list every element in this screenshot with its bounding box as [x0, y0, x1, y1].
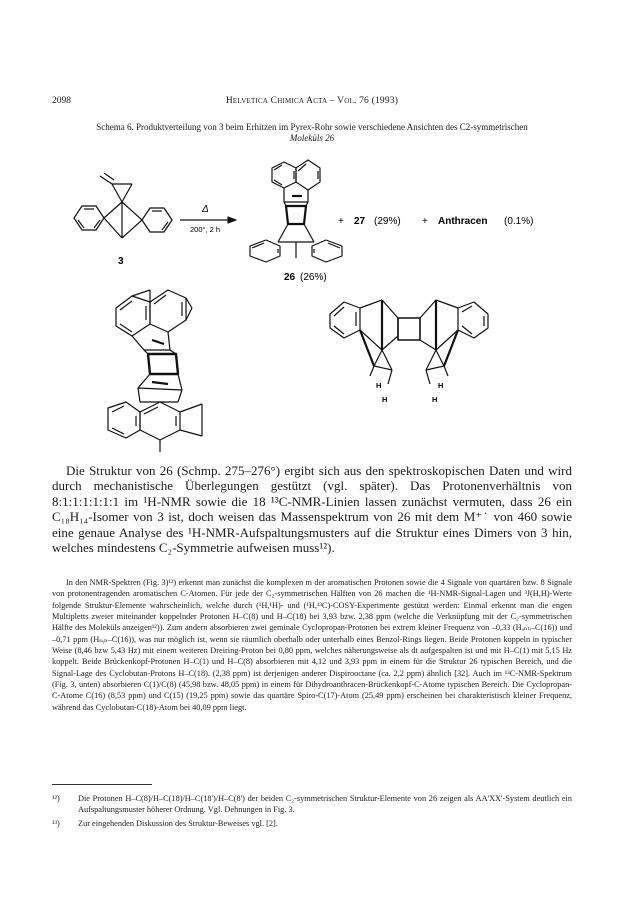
product-26-structure — [250, 160, 342, 262]
caption-line-1: Schema 6. Produktverteilung von 3 beim Erhitzen im Pyrex-Rohr sowie verschiedene Ansichten des C2-symmetrischen — [96, 122, 528, 132]
running-header — [52, 96, 572, 110]
footnote-13 — [52, 818, 572, 830]
journal-title: Helvetica Chimica Acta – Vol. 76 (1993) — [225, 96, 399, 106]
side-view-structure — [108, 290, 202, 452]
caption-line-2: Moleküls 26 — [289, 133, 335, 143]
h-label-3: H — [438, 381, 444, 390]
footnote-12-text: Die Protonen H–C(8)/H–C(18)/H–C(18')/H–C(8') der beiden C₂-symmetrischen Struktur-Elemente von 26 zeigen als AA'XX'-System deutlich ein Aufspaltungsmuster höherer Ordnung. Vgl. Dehnungen in Fig. 3. — [78, 794, 572, 814]
top-view-structure — [330, 300, 488, 384]
product-label: 26 — [284, 272, 296, 283]
reaction-scheme — [52, 140, 572, 470]
reactant-3-structure — [74, 173, 172, 238]
h-label-2: H — [382, 395, 388, 404]
side-product-label: 27 — [354, 216, 366, 227]
footnote-12-mark: ¹²) — [52, 794, 60, 803]
page-number: 2098 — [52, 96, 71, 106]
reactant-label: 3 — [118, 256, 124, 267]
h-label-1: H — [376, 381, 382, 390]
nmr-discussion-paragraph: In den NMR-Spektren (Fig. 3)¹³) erkennt man zunächst die komplexen m der aromatischen Protonen sowie die 4 Signale von quartären bzw. 8 Signale von protonentragenden aromatischen C-Atomen. Für jede der C₂-symmetrischen Hälften von 26 machen die ¹H-NMR-Signal-Lagen und ³J(H,H)-Werte folgende Struktur-Elemente wahrscheinlich, welche durch (¹H,¹H)- und (¹H,¹³C)-COSY-Experimente gestützt werden: Einmal erkennt man die engen Multipletts zweier miteinander koppelnder Protonen H–C(8) und H–C(18) bei 3,93 bzw. 2,38 ppm (welche die Verknüpfung mit der C₂-symmetrischen Hälfte des Moleküls anzeigen¹²)). Zum andern absorbieren zwei geminale Cyclopropan-Protonen bei extrem kleiner Frequenz von –0,33 (Hₐₙₜᵢ–C(16)) und –0,71 ppm (Hₛᵧₙ–C(16)), was nur möglich ist, wenn sie räumlich oberhalb oder unterhalb eines Benzol-Rings liegen. Beide Protonen koppeln in typischer Weise (8,46 bzw 5,43 Hz) mit einem weiteren Dreiring-Proton bei 0,80 ppm, welches näherungsweise als dt aufgespalten ist und mit H–C(1) mit 5,15 Hz koppelt. Beide Brückenkopf-Protonen H–C(1) und H–C(8) absorbieren mit 4,12 und 3,93 ppm in einem für die Struktur 26 typischen Bereich, und die Signal-Lage des Cyclobutan-Protons H–C(18). (2,38 ppm) ist derjenigen anderer Dispirooctane (ca. 2,2 ppm) ähnlich [32]. Auch im ¹³C-NMR-Spektrum (Fig. 3, unten) absorbieren C(1)/C(8) (45,98 bzw. 48,05 ppm) in einem für Dihydroanthracen-Brückenkopf-C-Atome typischen Bereich. Die Cyclopropan-C-Atome C(16) (8,53 ppm) und C(15) (19,25 ppm) sowie das quartäre Spiro-C(17)-Atom (25,49 ppm) erscheinen bei charakteristisch kleiner Frequenz, während das Cyclobutan-C(18)-Atom bei 40,09 ppm liegt. — [52, 578, 572, 712]
arrow-condition-bottom: 200°, 2 h — [190, 225, 221, 234]
plus-sign-2: + — [422, 216, 428, 227]
scheme-svg — [52, 140, 572, 470]
anthracene-yield: (0.1%) — [504, 216, 534, 227]
main-paragraph: Die Struktur von 26 (Schmp. 275–276°) ergibt sich aus den spektroskopischen Daten und wird durch mechanistische Überlegungen gestützt (vgl. später). Das Protonenverhältnis von 8:1:1:1:1:1:1 im ¹H-NMR sowie die 18 ¹³C-NMR-Linien lassen zunächst vermuten, dass 26 ein C₁₈H₁₄-Isomer von 3 ist, doch weisen das Massenspektrum von 26 mit dem M⁺˙ von 460 sowie eine genaue Analyse des ¹H-NMR-Aufspaltungsmusters auf die Struktur eines Dimers von 3 hin, welches mindestens C₂-Symmetrie aufweisen muss¹²). — [52, 463, 572, 556]
footnote-13-text: Zur eingehenden Diskussion des Struktur-Beweises vgl. [2]. — [78, 819, 278, 828]
arrow-condition-top: Δ — [202, 204, 209, 215]
product-yield: (26%) — [300, 272, 327, 283]
side-product-yield: (29%) — [374, 216, 401, 227]
footnote-12 — [52, 793, 572, 817]
h-label-4: H — [432, 395, 438, 404]
plus-sign-1: + — [338, 216, 344, 227]
footnote-rule — [52, 784, 152, 785]
footnote-13-mark: ¹³) — [52, 819, 60, 828]
anthracene-label: Anthracen — [438, 216, 488, 227]
